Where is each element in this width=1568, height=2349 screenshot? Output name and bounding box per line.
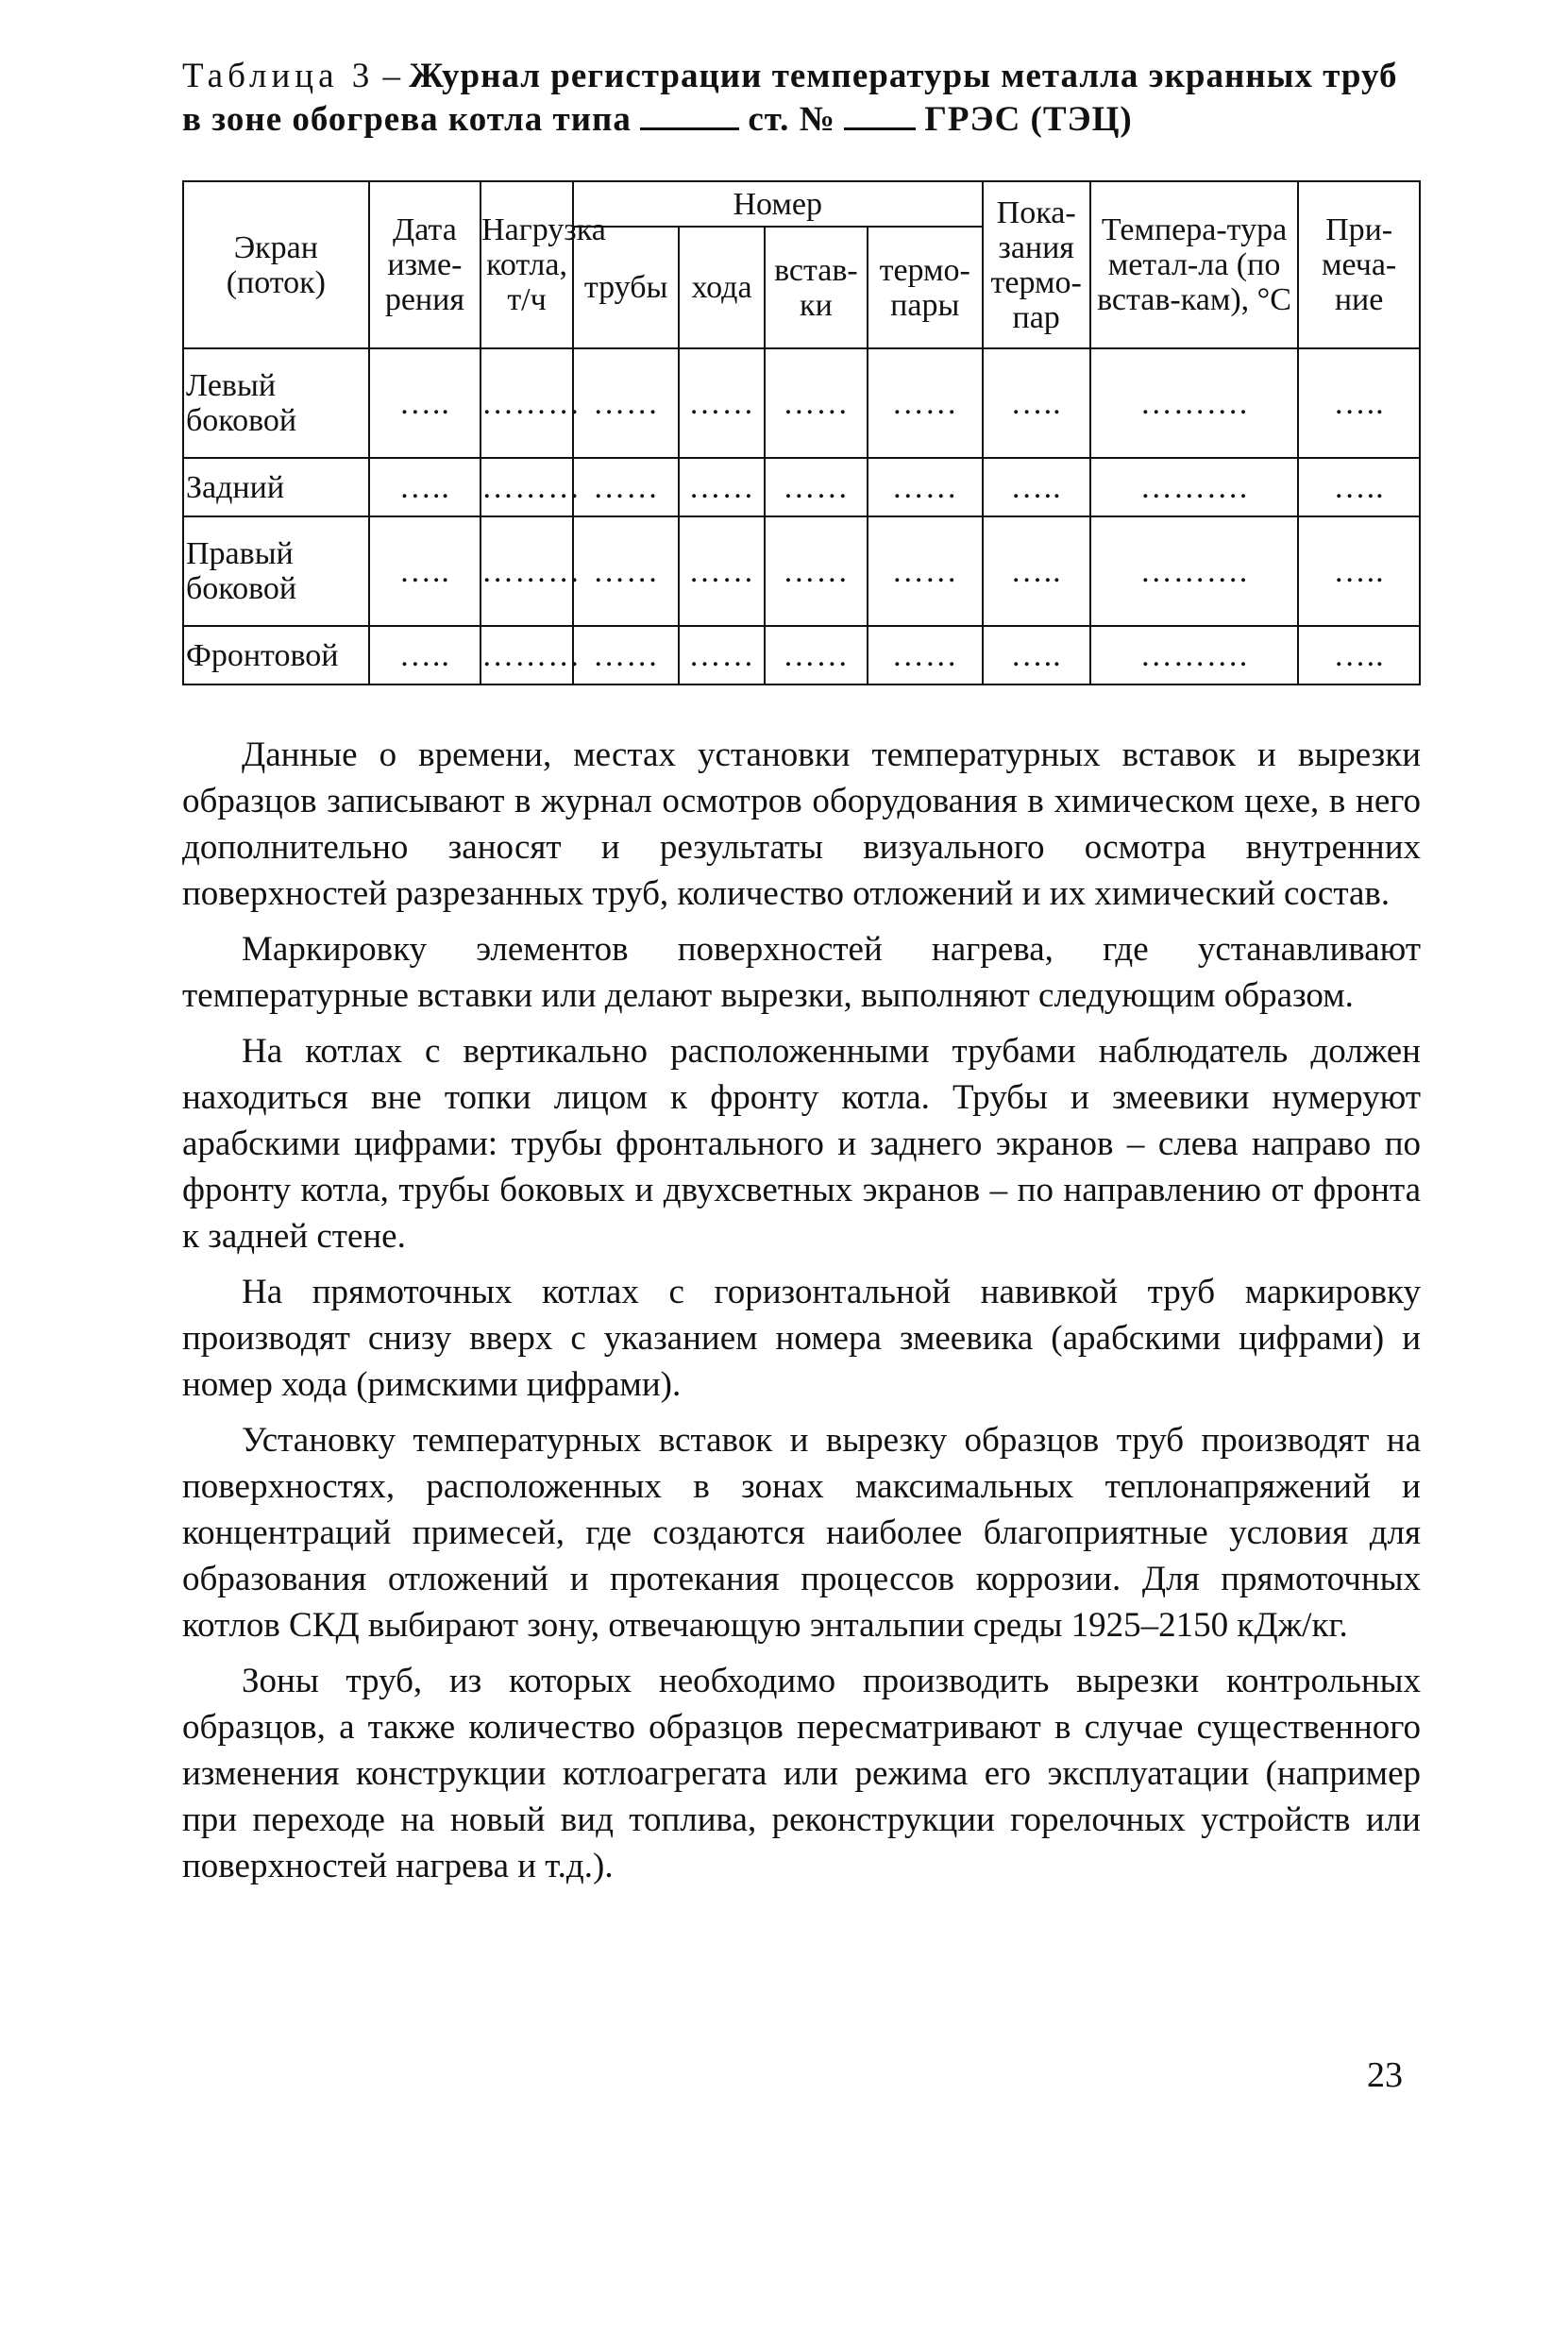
row-name: Задний [183, 458, 369, 516]
table-caption [182, 55, 1421, 142]
paragraph: На котлах с вертикально расположенными трубами наблюдатель должен находиться вне топки лицом к фронту котла. Трубы и змеевики нумеруют арабскими цифрами: трубы фронтального и заднего экранов – слева направо по фронту котла, трубы боковых и двухсветных экранов – по направлению от фронта к задней стене. [182, 1032, 1421, 1256]
row-name: Левый боковой [183, 348, 369, 458]
paragraph: Маркировку элементов поверхностей нагрева, где устанавливают температурные вставки или делают вырезки, выполняют следующим образом. [182, 930, 1421, 1015]
header-pipe: трубы [573, 227, 679, 348]
table-cell: …… [573, 458, 679, 516]
paragraph: Данные о времени, местах установки температурных вставок и вырезки образцов записывают в журнал осмотров оборудования в химическом цехе, в него дополнительно заносят и результаты визуального осмотра внутренних поверхностей разрезанных труб, количество отложений и их химический состав. [182, 735, 1421, 913]
station-number-blank [844, 99, 916, 130]
table-title-part3: ГРЭС (ТЭЦ) [924, 100, 1133, 139]
table-cell: …… [573, 516, 679, 626]
header-thermocouple: термо-пары [868, 227, 983, 348]
table-cell: ………. [1090, 458, 1298, 516]
table-cell: ….. [983, 348, 1090, 458]
table-cell: ……… [481, 348, 573, 458]
table-row [183, 458, 1420, 516]
table-cell: …… [679, 626, 765, 684]
caption-dash: – [374, 57, 410, 95]
table-cell: ….. [1298, 348, 1420, 458]
header-temperature: Темпера-тура метал-ла (по встав-кам), °С [1090, 181, 1298, 348]
page-number: 23 [1367, 2055, 1403, 2095]
table-label: Таблица 3 [182, 57, 375, 95]
table-cell: ………. [1090, 348, 1298, 458]
table-row [183, 516, 1420, 626]
table-cell: …… [868, 516, 983, 626]
table-cell: ……… [481, 458, 573, 516]
table-cell: ….. [983, 458, 1090, 516]
temperature-journal-table [182, 180, 1421, 685]
paragraph: На прямоточных котлах с горизонтальной навивкой труб маркировку производят снизу вверх с указанием номера змеевика (арабскими цифрами) и номер хода (римскими цифрами). [182, 1273, 1421, 1404]
table-cell: …… [573, 348, 679, 458]
table-cell: …… [765, 458, 868, 516]
table-cell: ….. [983, 516, 1090, 626]
table-cell: ….. [369, 626, 481, 684]
table-cell: ….. [983, 626, 1090, 684]
row-name: Фронтовой [183, 626, 369, 684]
table-cell: ……… [481, 626, 573, 684]
paragraph: Зоны труб, из которых необходимо производить вырезки контрольных образцов, а также количество образцов пересматривают в случае существенного изменения конструкции котлоагрегата или режима его эксплуатации (например при переходе на новый вид топлива, реконструкции горелочных устройств или поверхностей нагрева и т.д.). [182, 1662, 1421, 1885]
table-cell: …… [573, 626, 679, 684]
header-load: Нагрузка котла, т/ч [481, 181, 573, 348]
header-date: Дата изме-рения [369, 181, 481, 348]
table-row [183, 626, 1420, 684]
table-cell: …… [679, 516, 765, 626]
table-cell: …… [679, 348, 765, 458]
table-title-part2: ст. № [748, 100, 835, 139]
table-cell: ….. [1298, 458, 1420, 516]
table-cell: ….. [1298, 626, 1420, 684]
table-cell: ….. [369, 348, 481, 458]
table-cell: …… [868, 458, 983, 516]
header-pass: хода [679, 227, 765, 348]
table-cell: …… [765, 626, 868, 684]
header-insert: встав-ки [765, 227, 868, 348]
table-cell: ….. [1298, 516, 1420, 626]
header-screen: Экран (поток) [183, 181, 369, 348]
table-cell: ………. [1090, 626, 1298, 684]
table-cell: ……… [481, 516, 573, 626]
table-cell: ………. [1090, 516, 1298, 626]
header-readings: Пока-зания термо-пар [983, 181, 1090, 348]
header-note: При-меча-ние [1298, 181, 1420, 348]
table-title-part1: Журнал регистрации температуры металла экранных труб в зоне обогрева котла типа [182, 57, 1398, 139]
table-cell: …… [765, 516, 868, 626]
table-cell: …… [765, 348, 868, 458]
table-cell: …… [679, 458, 765, 516]
body-text [182, 732, 1421, 1899]
table-cell: ….. [369, 458, 481, 516]
table-cell: …… [868, 626, 983, 684]
table-cell: …… [868, 348, 983, 458]
row-name: Правый боковой [183, 516, 369, 626]
table-row [183, 348, 1420, 458]
header-number: Номер [573, 181, 983, 227]
table-cell: ….. [369, 516, 481, 626]
boiler-type-blank [640, 99, 739, 130]
paragraph: Установку температурных вставок и вырезку образцов труб производят на поверхностях, расположенных в зонах максимальных теплонапряжений и концентраций примесей, где создаются наиболее благоприятные условия для образования отложений и протекания процессов коррозии. Для прямоточных котлов СКД выбирают зону, отвечающую энтальпии среды 1925–2150 кДж/кг. [182, 1421, 1421, 1645]
